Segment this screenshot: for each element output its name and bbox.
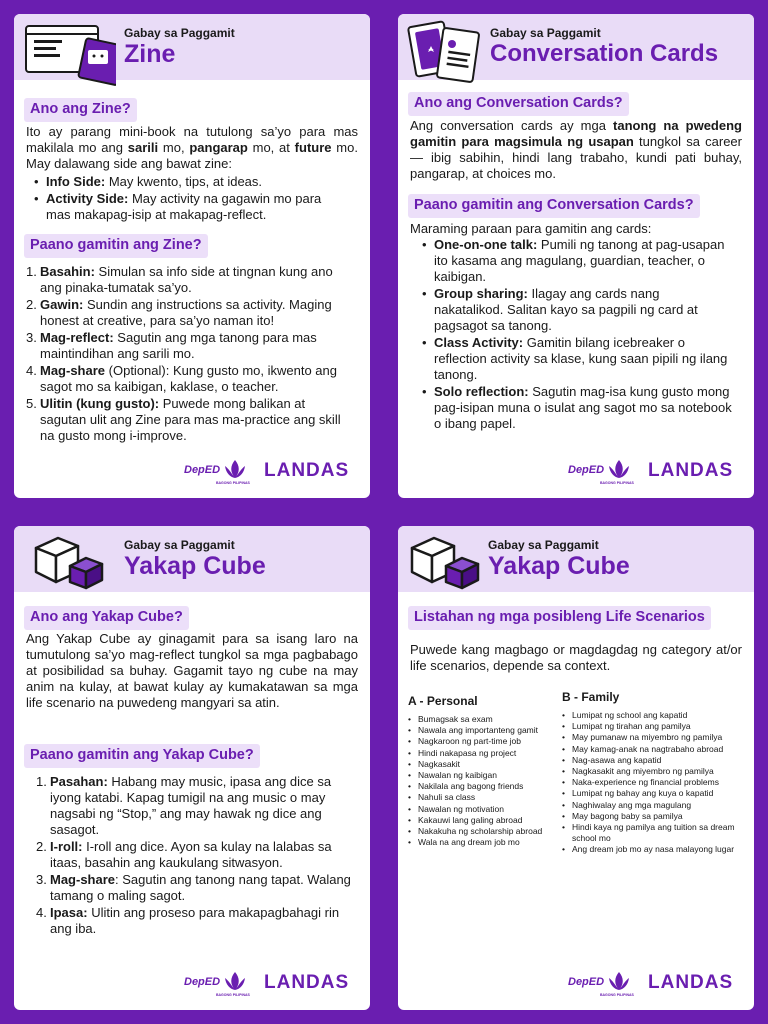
- list-item: • Bumagsak sa exam: [408, 714, 493, 724]
- list-item: • Naghiwalay ang mga magulang: [562, 799, 692, 810]
- cube2-header: [398, 526, 754, 592]
- zine-section-how: Paano gamitin ang Zine?: [24, 234, 208, 258]
- lotus-caption: BAGONG PILIPINAS: [600, 993, 634, 997]
- list-item: 2. Gawin: Sundin ang instructions sa activity. Maging honest at creative, para sa’yo naman ito!: [26, 297, 332, 328]
- bagong-pilipinas-logo: [604, 458, 634, 482]
- list-item: • Info Side: May kwento, tips, at ideas.: [34, 174, 263, 189]
- zine-title: Zine: [124, 40, 176, 68]
- personal-list: [408, 714, 560, 848]
- cube1-steps-list: [36, 774, 352, 938]
- landas-logo: LANDAS: [648, 972, 734, 993]
- conv-lead: Maraming paraan para gamitin ang cards:: [410, 221, 652, 236]
- list-item: • Kakauwi lang galing abroad: [408, 814, 523, 825]
- list-item: • Nagkaroon ng part-time job: [408, 736, 522, 747]
- cube2-footer-logos: [560, 970, 740, 998]
- list-item: • May kamag-anak na nagtrabaho abroad: [562, 743, 724, 754]
- list-item: 1. Basahin: Simulan sa info side at tingnan kung ano ang pinaka-tumatak sa’yo.: [26, 264, 333, 295]
- zine-footer-logos: [176, 458, 356, 486]
- cube-icon: [32, 534, 108, 590]
- landas-logo: LANDAS: [264, 972, 350, 993]
- list-item: • One-on-one talk: Pumili ng tanong at pag-usapan ito kasama ang magulang, guardian, teacher, o kaibigan.: [422, 237, 725, 284]
- scenario-column-family: [562, 690, 742, 856]
- conversation-cards-icon: [406, 18, 486, 88]
- conv-section-what: Ano ang Conversation Cards?: [408, 92, 629, 116]
- list-item: • Hindi kaya ng pamilya ang tuition sa dream school mo: [562, 822, 735, 844]
- list-item: • Nakilala ang bagong friends: [408, 781, 524, 792]
- list-item: 5. Ulitin (kung gusto): Puwede mong balikan at sagutan ulit ang Zine para mas ma-practice ang skill na gusto mong i-improve.: [26, 396, 341, 443]
- list-item: • Class Activity: Gamitin bilang icebreaker o reflection activity sa klase, kung saan pipili ng ilang tanong.: [422, 335, 728, 382]
- list-item: • Nagkasakit ang miyembro ng pamilya: [562, 766, 714, 777]
- cube2-subtitle: Gabay sa Paggamit: [488, 538, 599, 552]
- list-item: • Nawalan ng motivation: [408, 803, 504, 814]
- zine-subtitle: Gabay sa Paggamit: [124, 26, 235, 40]
- cube-icon: [408, 534, 484, 590]
- conv-subtitle: Gabay sa Paggamit: [490, 26, 601, 40]
- list-item: • Nawalan ng kaibigan: [408, 770, 497, 781]
- cube2-section-list: Listahan ng mga posibleng Life Scenarios: [408, 606, 711, 630]
- deped-logo: DepED: [568, 976, 605, 988]
- deped-logo: DepED: [568, 464, 605, 476]
- list-item: 4. Mag-share (Optional): Kung gusto mo, ikwento ang sagot mo sa kaibigan, kaklase, o teacher.: [26, 363, 337, 394]
- list-item: • Solo reflection: Sagutin mag-isa kung gusto mong pag-isipan muna o isulat ang sagot mo sa notebook o ibang papel.: [422, 384, 732, 431]
- yakap-cube-card: [14, 526, 370, 1010]
- cube1-intro: Ang Yakap Cube ay ginagamit para sa isang laro na tumutulong sa’yo mag-reflect tungkol sa mga pagbabago at posibilidad sa buhay. Gagamit tayo ng cube na may anim na kulay, at bawat kulay ay kumakatawan sa mga life scenario na puwedeng mangyari sa atin.: [26, 631, 358, 710]
- list-item: • Lumipat ng tirahan ang pamilya: [562, 721, 691, 732]
- deped-logo: DepED: [184, 976, 221, 988]
- lotus-caption: BAGONG PILIPINAS: [600, 481, 634, 485]
- list-item: • Activity Side: May activity na gagawin mo para mas makapag-isip at makapag-reflect.: [34, 191, 322, 222]
- list-item: • Lumipat ng school ang kapatid: [562, 710, 688, 720]
- list-item: • Nagkasakit: [408, 758, 461, 769]
- list-item: 2. I-roll: I-roll ang dice. Ayon sa kulay na lalabas sa itaas, basahin ang kaukulang sitwasyon.: [36, 839, 332, 870]
- yakap-cube-scenarios-card: [398, 526, 754, 1010]
- conv-ways-list: [422, 237, 732, 433]
- cube2-title: Yakap Cube: [488, 552, 630, 580]
- list-item: • Nag-asawa ang kapatid: [562, 754, 662, 765]
- cube1-section-how: Paano gamitin ang Yakap Cube?: [24, 744, 260, 768]
- list-item: 1. Pasahan: Habang may music, ipasa ang dice sa iyong katabi. Kapag tumigil na ang music o may nagsabi ng “Stop,” ang may hawak ng dice ang sasagot.: [36, 774, 332, 837]
- zine-steps-list: [26, 264, 350, 445]
- bagong-pilipinas-logo: [220, 970, 250, 994]
- list-item: • Nakakuha ng scholarship abroad: [408, 826, 543, 837]
- deped-logo: DepED: [184, 464, 221, 476]
- list-item: • May pumanaw na miyembro ng pamilya: [562, 732, 723, 743]
- list-item: • Lumipat ng bahay ang kuya o kapatid: [562, 788, 714, 799]
- bagong-pilipinas-logo: [604, 970, 634, 994]
- conv-title: Conversation Cards: [490, 40, 719, 67]
- list-item: 3. Mag-share: Sagutin ang tanong nang tapat. Walang tamang o maling sagot.: [36, 872, 351, 903]
- list-item: • May bagong baby sa pamilya: [562, 810, 683, 821]
- conv-footer-logos: [560, 458, 740, 486]
- landas-logo: LANDAS: [648, 460, 734, 481]
- conversation-cards-card: [398, 14, 754, 498]
- conv-header: [398, 14, 754, 80]
- list-item: 4. Ipasa: Ulitin ang proseso para makapagbahagi rin ang iba.: [36, 905, 340, 936]
- landas-logo: LANDAS: [264, 460, 350, 481]
- list-item: 3. Mag-reflect: Sagutin ang mga tanong para mas maintindihan ang sarili mo.: [26, 330, 317, 361]
- cube2-intro: Puwede kang magbago or magdagdag ng category at/or life scenarios, depende sa context.: [410, 642, 742, 673]
- column-title: B - Family: [562, 690, 620, 704]
- conv-section-how: Paano gamitin ang Conversation Cards?: [408, 194, 700, 218]
- lotus-caption: BAGONG PILIPINAS: [216, 993, 250, 997]
- list-item: • Nahuli sa class: [408, 792, 476, 803]
- cube1-section-what: Ano ang Yakap Cube?: [24, 606, 189, 630]
- list-item: • Naka-experience ng financial problems: [562, 777, 719, 788]
- cube1-subtitle: Gabay sa Paggamit: [124, 538, 235, 552]
- list-item: • Group sharing: Ilagay ang cards nang nakatalikod. Salitan kayo sa pagpili ng card at pagsagot sa tanong.: [422, 286, 698, 333]
- zine-header: [14, 14, 370, 80]
- zine-sides-list: [34, 174, 348, 224]
- column-title: A - Personal: [408, 694, 478, 708]
- list-item: • Nawala ang importanteng gamit: [408, 725, 539, 736]
- zine-card: [14, 14, 370, 498]
- list-item: • Hindi nakapasa ng project: [408, 747, 517, 758]
- cube1-title: Yakap Cube: [124, 552, 266, 580]
- scenario-column-personal: [408, 694, 560, 848]
- lotus-caption: BAGONG PILIPINAS: [216, 481, 250, 485]
- list-item: • Wala na ang dream job mo: [408, 837, 520, 848]
- zine-intro: Ito ay parang mini-book na tutulong sa’yo para mas makilala mo ang sarili mo, pangarap mo, at future mo. May dalawang side ang bawat zine:: [26, 124, 358, 171]
- cube1-header: [14, 526, 370, 592]
- bagong-pilipinas-logo: [220, 458, 250, 482]
- zine-icon: [24, 20, 116, 86]
- zine-section-what: Ano ang Zine?: [24, 98, 137, 122]
- cube1-footer-logos: [176, 970, 356, 998]
- family-list: [562, 710, 742, 856]
- conv-intro: Ang conversation cards ay mga tanong na pwedeng gamitin para magsimula ng usapan tungkol sa career — ibig sabihin, hindi lang trabaho, kundi pati buhay, pangarap, at choices mo.: [410, 118, 742, 181]
- list-item: • Ang dream job mo ay nasa malayong lugar: [562, 844, 735, 855]
